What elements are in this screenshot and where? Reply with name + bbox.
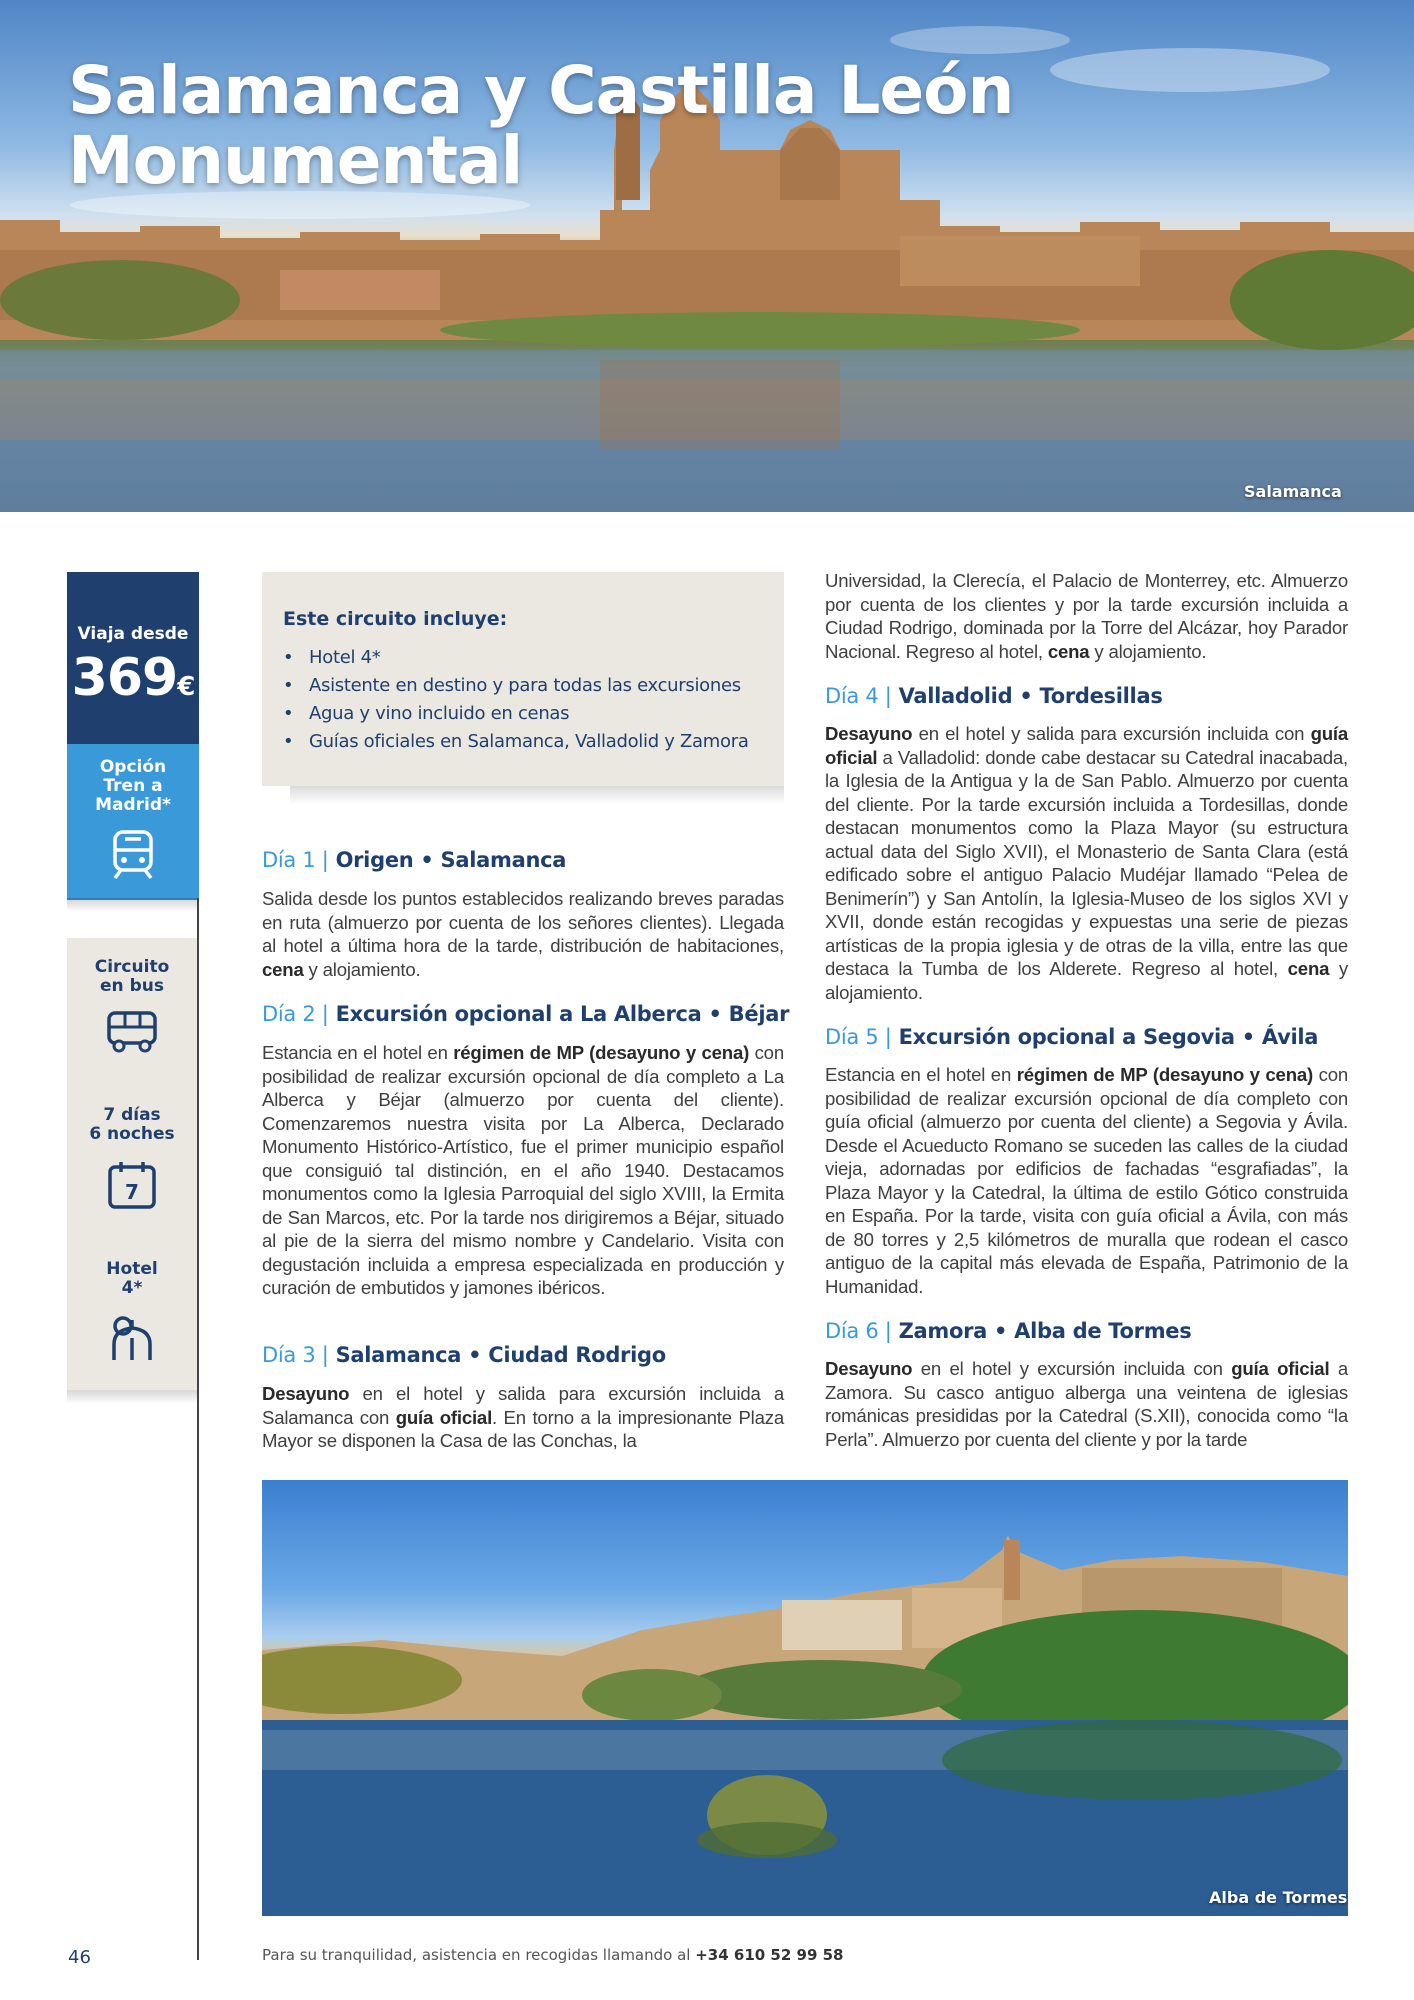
- alba-de-tormes-landscape: [262, 1480, 1348, 1916]
- includes-item: • Hotel 4*: [283, 647, 381, 668]
- trip-info-box: [67, 938, 197, 1390]
- alba-de-tormes-image: [262, 1480, 1348, 1916]
- hero-caption: Salamanca: [1244, 482, 1342, 501]
- sidebar-divider-line: [197, 898, 199, 1960]
- day-3-text: Desayuno en el hotel y salida para excursión incluida a Salamanca con guía oficial. En torno a la impresionante Plaza Mayor se disponen la Casa de las Conchas, la: [262, 1383, 784, 1451]
- price-box: [67, 572, 199, 744]
- train-option-box: [67, 744, 199, 900]
- includes-box: [262, 572, 784, 786]
- day-1-text: Salida desde los puntos establecidos realizando breves paradas en ruta (almuerzo por cuenta de los señores clientes). Llegada al hotel a última hora de la tarde, distribución de habitaciones, cena y alojamiento.: [262, 888, 784, 980]
- price-currency: €: [177, 672, 195, 702]
- assistance-note: Para su tranquilidad, asistencia en recogidas llamando al +34 610 52 99 58: [262, 1946, 844, 1964]
- day-2-heading: Día 2 | Excursión opcional a La Alberca • Béjar: [262, 1002, 790, 1026]
- day-6-heading: Día 6 | Zamora • Alba de Tormes: [825, 1319, 1192, 1343]
- includes-title: Este circuito incluye:: [283, 608, 508, 630]
- day-5-heading: Día 5 | Excursión opcional a Segovia • Ávila: [825, 1025, 1319, 1049]
- price-label: Viaja desde: [77, 624, 189, 644]
- page-title: [68, 52, 1014, 199]
- calendar-icon-text: 7: [125, 1180, 139, 1204]
- price-value: [67, 648, 199, 708]
- includes-list: [283, 644, 749, 756]
- info-box-shadow: [67, 1390, 197, 1404]
- includes-item: • Asistente en destino y para todas las excursiones: [283, 675, 741, 696]
- bus-circuit-label: Circuito en bus: [94, 957, 170, 996]
- day-3-heading: Día 3 | Salamanca • Ciudad Rodrigo: [262, 1343, 666, 1367]
- day-3-text-continued: Universidad, la Clerecía, el Palacio de Monterrey, etc. Almuerzo por cuenta de los clientes y por la tarde excursión incluida a Ciudad Rodrigo, dominada por la Torre del Alcázar, hoy Parador Nacional. Regreso al hotel, cena y alojamiento.: [825, 570, 1348, 662]
- day-4-heading: Día 4 | Valladolid • Tordesillas: [825, 684, 1163, 708]
- train-icon: [111, 830, 155, 880]
- price-amount: 369: [71, 648, 178, 708]
- day-6-text: Desayuno en el hotel y excursión incluida con guía oficial a Zamora. Su casco antiguo alberga una veintena de iglesias románicas presididas por la Catedral (S.XII), conocida como “la Perla”. Almuerzo por cuenta del cliente y por la tarde: [825, 1358, 1349, 1450]
- hotel-label: Hotel 4*: [106, 1259, 158, 1298]
- calendar-icon: [106, 1160, 158, 1210]
- hotel-bell-icon: [106, 1314, 158, 1364]
- day-2-text: Estancia en el hotel en régimen de MP (desayuno y cena) con posibilidad de realizar excursión opcional de día completo a La Alberca y Béjar (almuerzo por cuenta del cliente). Comenzaremos nuestra visita por La Alberca, Declarado Monumento Histórico-Artístico, fue el primer municipio español que consiguió tal distinción, en el año 1940. Destacamos monumentos como la Iglesia Parroquial del siglo XVIII, la Ermita de San Marcos, etc. Por la tarde nos dirigiremos a Béjar, situado al pie de la sierra del mismo nombre y Candelario. Visita con degustación incluida a empresa especializada en producción y curación de embutidos y jamones ibéricos.: [262, 1042, 784, 1298]
- photo-caption: Alba de Tormes: [1209, 1888, 1348, 1907]
- includes-item: • Agua y vino incluido en cenas: [283, 703, 570, 724]
- phone-number: +34 610 52 99 58: [695, 1946, 844, 1964]
- hero-image: [0, 0, 1414, 512]
- includes-item: • Guías oficiales en Salamanca, Valladolid y Zamora: [283, 731, 749, 752]
- day-1-heading: Día 1 | Origen • Salamanca: [262, 848, 567, 872]
- title-line-1: Salamanca y Castilla León: [68, 52, 1014, 129]
- train-option-label: Opción Tren a Madrid*: [95, 757, 171, 815]
- day-5-text: Estancia en el hotel en régimen de MP (desayuno y cena) con posibilidad de realizar excursión opcional de día completo con guía oficial (almuerzo por cuenta del cliente) a Segovia y Ávila. Desde el Acueducto Romano se suceden las calles de la ciudad vieja, adornadas por edificios de fachadas “esgrafiadas”, la Plaza Mayor y la Catedral, la última de estilo Gótico construida en España. Por la tarde, visita con guía oficial a Ávila, con más de 80 torres y 2,5 kilómetros de muralla que rodean el casco antiguo de la capital más elevada de España, Patrimonio de la Humanidad.: [825, 1064, 1348, 1297]
- duration-label: 7 días 6 noches: [89, 1105, 175, 1144]
- page-number: 46: [68, 1947, 91, 1968]
- includes-shadow: [290, 786, 784, 804]
- title-line-2: Monumental: [68, 122, 523, 199]
- sidebar-shadow: [67, 898, 199, 912]
- day-4-text: Desayuno en el hotel y salida para excursión incluida con guía oficial a Valladolid: donde cabe destacar su Catedral inacabada, la Iglesia de la Antigua y la de San Pablo. Almuerzo por cuenta del cliente. Por la tarde excursión incluida a Tordesillas, donde destacan monumentos como la Plaza Mayor (su estructura actual data del Siglo XVII), el Monasterio de Santa Clara (está edificado sobre el antiguo Palacio Mudéjar llamado “Pelea de Benimerín”) y San Antolín, la Iglesia-Museo de los siglos XVI y XVII, donde están recogidas y expuestas una serie de piezas artísticas de la propia iglesia y de otras de la villa, entre las que destaca la Tumba de los Alderete. Regreso al hotel, cena y alojamiento.: [825, 723, 1348, 1003]
- bus-icon: [106, 1010, 158, 1054]
